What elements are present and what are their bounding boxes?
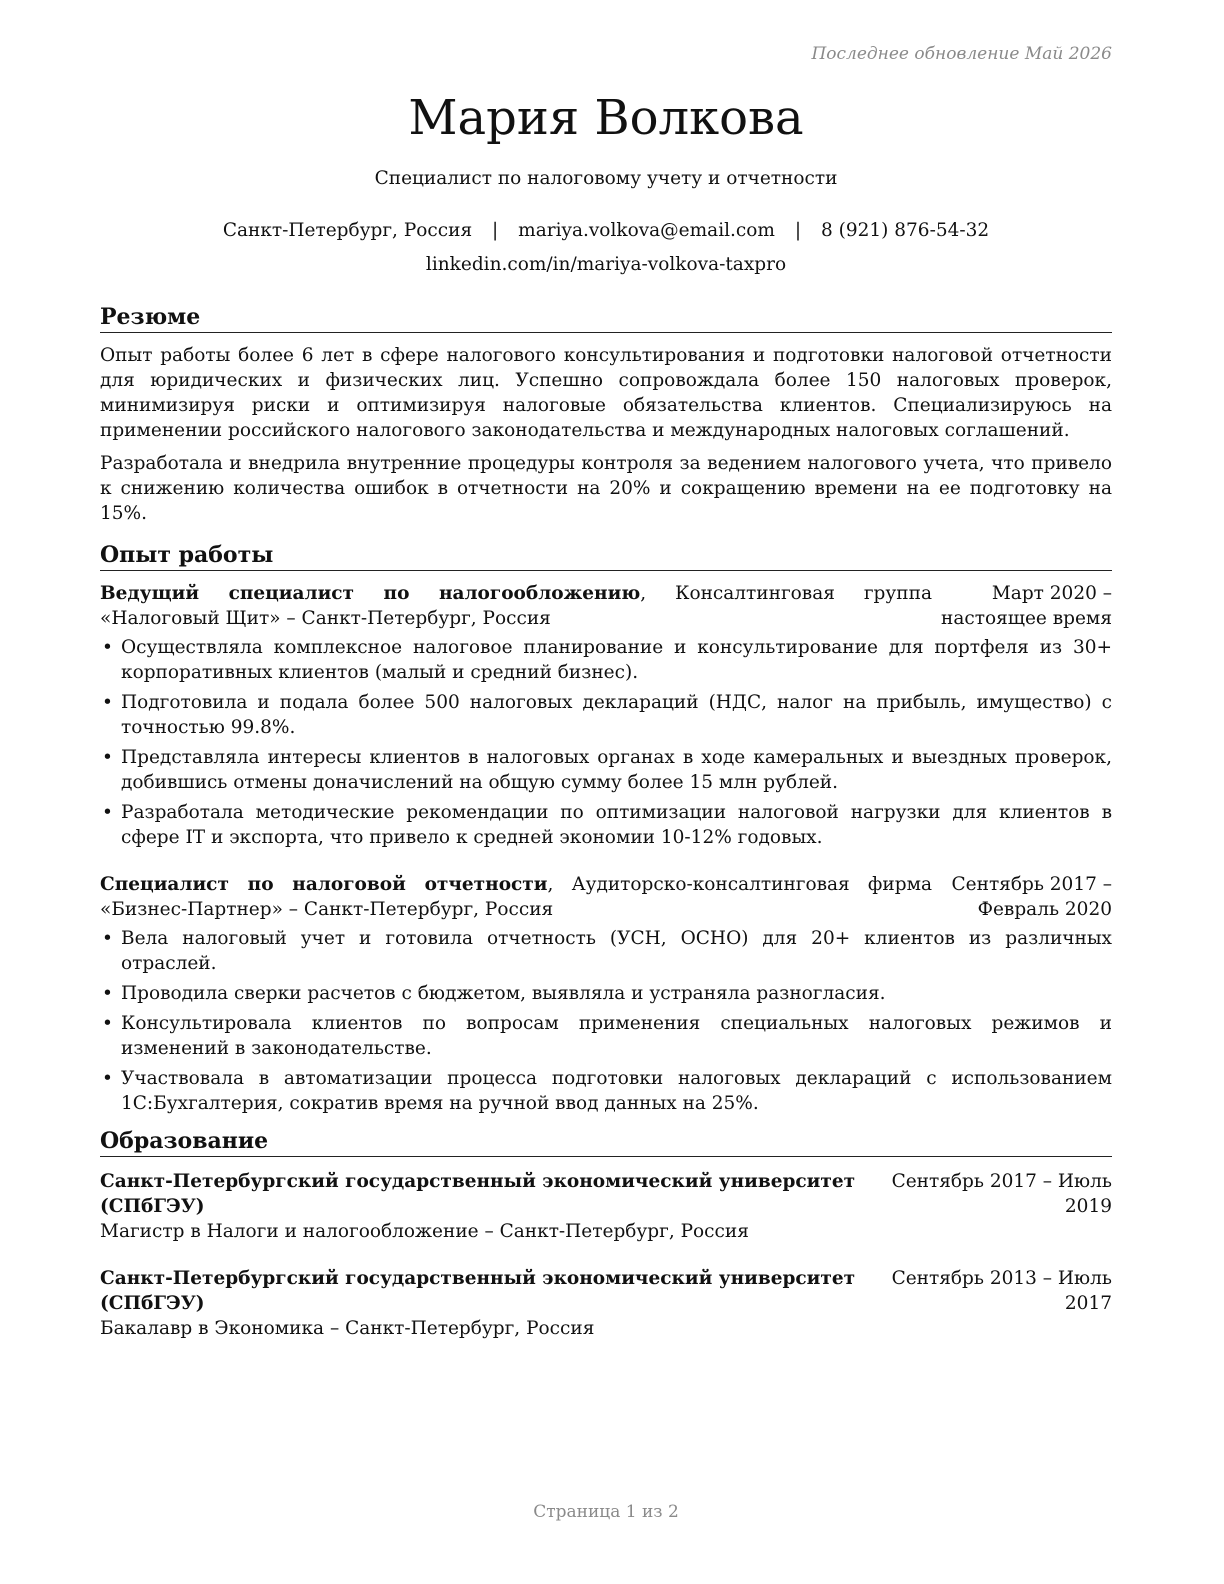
bullet-glyph: •: [102, 692, 113, 713]
job-role: Ведущий специалист по налогообложению: [100, 583, 641, 604]
bullet-glyph: •: [102, 983, 113, 1004]
candidate-name: Мария Волкова: [408, 90, 804, 146]
bullet-text: Разработала методические рекомендации по оптимизации налоговой нагрузки для клиентов в сфере IT и экспорта, что привело к средней экономии 10-12% годовых.: [121, 802, 1112, 848]
bullet-glyph: •: [102, 747, 113, 768]
separator: |: [492, 220, 499, 241]
degree: Магистр в Налоги и налогообложение – Санкт-Петербург, Россия: [100, 1221, 749, 1242]
job-entry: [100, 581, 1112, 850]
location: Санкт-Петербург, Россия: [222, 220, 473, 241]
job-header: [100, 581, 1112, 631]
list-item: [100, 745, 1112, 795]
list-item: [100, 1011, 1112, 1061]
dates-start: Сентябрь 2017 – Июль: [891, 1171, 1112, 1192]
summary-heading: Резюме: [100, 302, 1112, 333]
dates-end: 2017: [1064, 1293, 1112, 1314]
job-bullets: [100, 635, 1112, 850]
job-company: , Консалтинговая группа «Налоговый Щит» – Санкт-Петербург, Россия: [100, 583, 932, 629]
job-company: , Аудиторско-консалтинговая фирма «Бизнес-Партнер» – Санкт-Петербург, Россия: [100, 874, 933, 920]
job-dates: Сентябрь 2017 – Февраль 2020: [951, 874, 1112, 920]
education-heading: Образование: [100, 1126, 1112, 1157]
dates-start: Сентябрь 2013 – Июль: [891, 1268, 1112, 1289]
phone: 8 (921) 876-54-32: [820, 220, 990, 241]
education-dates: [891, 1266, 1112, 1341]
bullet-glyph: •: [102, 928, 113, 949]
education-dates: [891, 1169, 1112, 1244]
education-details: [100, 1169, 952, 1244]
job-role: Специалист по налоговой отчетности: [100, 874, 548, 895]
bullet-glyph: •: [102, 637, 113, 658]
dates-end: 2019: [1064, 1196, 1112, 1217]
job-bullets: [100, 926, 1112, 1116]
bullet-text: Консультировала клиентов по вопросам применения специальных налоговых режимов и изменений в законодательстве.: [121, 1013, 1112, 1059]
bullet-glyph: •: [102, 1013, 113, 1034]
job-entry: [100, 872, 1112, 1116]
job-header: [100, 872, 1112, 922]
education-entry: [100, 1266, 1112, 1341]
bullet-glyph: •: [102, 802, 113, 823]
page-number: Страница 1 из 2: [533, 1502, 679, 1522]
candidate-title: Специалист по налоговому учету и отчетности: [374, 168, 838, 189]
list-item: [100, 1066, 1112, 1116]
summary-paragraph: Разработала и внедрила внутренние процедуры контроля за ведением налогового учета, что привело к снижению количества ошибок в отчетности на 20% и сокращению времени на ее подготовку на 15%.: [100, 453, 1112, 524]
list-item: [100, 690, 1112, 740]
last-updated: Последнее обновление Май 2026: [811, 44, 1112, 64]
institution-name: Санкт-Петербургский государственный экономический университет (СПбГЭУ): [100, 1268, 856, 1314]
resume-content: [100, 302, 1112, 1341]
separator: |: [794, 220, 802, 241]
list-item: [100, 635, 1112, 685]
bullet-text: Проводила сверки расчетов с бюджетом, выявляла и устраняла разногласия.: [121, 983, 886, 1004]
contact-line: [0, 218, 1212, 243]
job-description: [100, 581, 932, 631]
bullet-text: Представляла интересы клиентов в налоговых органах в ходе камеральных и выездных проверок, добившись отмены доначислений на общую сумму более 15 млн рублей.: [121, 747, 1112, 793]
education-details: [100, 1266, 952, 1341]
bullet-text: Осуществляла комплексное налоговое планирование и консультирование для портфеля из 30+ корпоративных клиентов (малый и средний бизнес).: [121, 637, 1112, 683]
list-item: [100, 926, 1112, 976]
education-entry: [100, 1169, 1112, 1244]
bullet-glyph: •: [102, 1068, 113, 1089]
job-dates: Март 2020 – настоящее время: [940, 583, 1112, 629]
experience-heading: Опыт работы: [100, 540, 1112, 571]
list-item: [100, 981, 1112, 1006]
list-item: [100, 800, 1112, 850]
bullet-text: Вела налоговый учет и готовила отчетность (УСН, ОСНО) для 20+ клиентов из различных отраслей.: [121, 928, 1112, 974]
email-link[interactable]: mariya.volkova@email.com: [518, 220, 775, 241]
institution-name: Санкт-Петербургский государственный экономический университет (СПбГЭУ): [100, 1171, 856, 1217]
linkedin-link[interactable]: linkedin.com/in/mariya-volkova-taxpro: [425, 254, 787, 275]
bullet-text: Участвовала в автоматизации процесса подготовки налоговых деклараций с использованием 1С:Бухгалтерия, сократив время на ручной ввод данных на 25%.: [121, 1068, 1112, 1114]
job-description: [100, 872, 932, 922]
degree: Бакалавр в Экономика – Санкт-Петербург, Россия: [100, 1318, 595, 1339]
summary-paragraph: Опыт работы более 6 лет в сфере налогового консультирования и подготовки налоговой отчетности для юридических и физических лиц. Успешно сопровождала более 150 налоговых проверок, минимизируя риски и оптимизируя налоговые обязательства клиентов. Специализируюсь на применении российского налогового законодательства и международных налоговых соглашений.: [100, 345, 1112, 441]
bullet-text: Подготовила и подала более 500 налоговых деклараций (НДС, налог на прибыль, имущество) с точностью 99.8%.: [121, 692, 1112, 738]
